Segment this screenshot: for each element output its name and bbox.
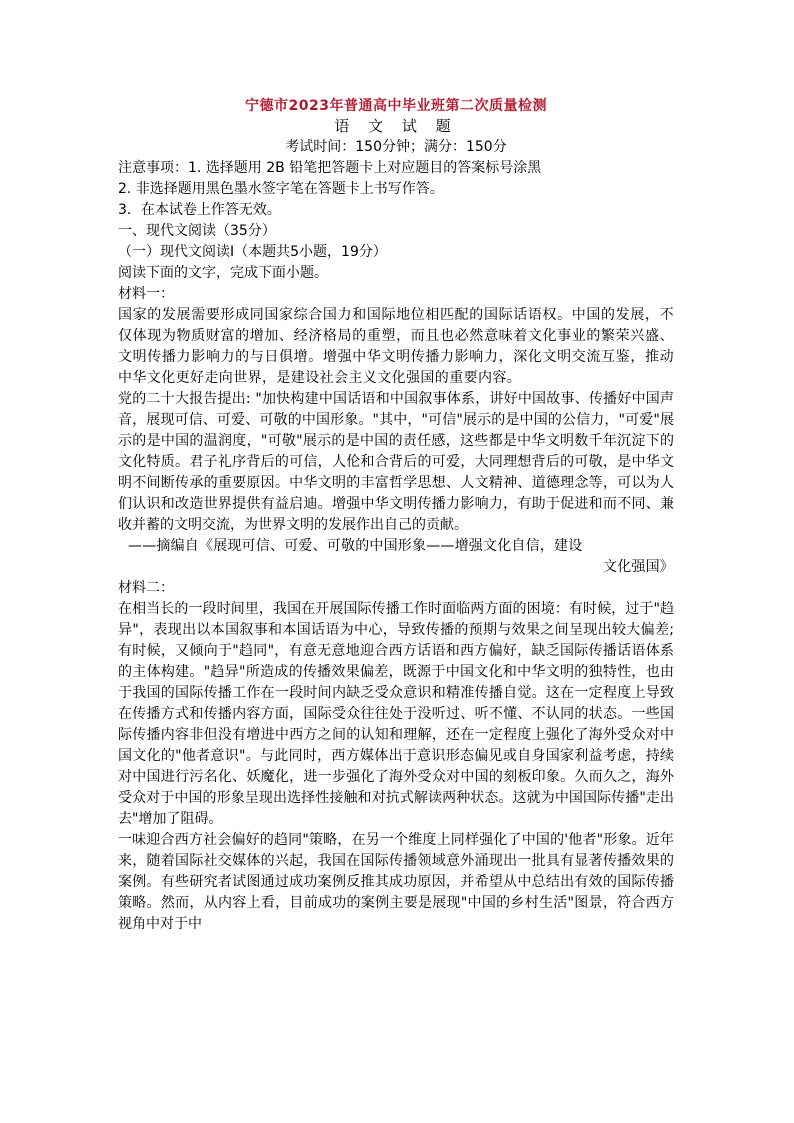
material-two-paragraph-1: 在相当长的一段时间里，我国在开展国际传播工作时面临两方面的困境：有时候，过于"趋异"，表现出以本国叙事和本国话语为中心，导致传播的预期与效果之间呈现出较大偏差;有时候，又倾向于"趋同"，有意无意地迎合西方话语和西方偏好，缺乏国际传播话语体系的主体构建。"趋异"所造成的传播效果偏差，既源于中国文化和中华文明的独特性，也由于我国的国际传播工作在一段时间内缺乏受众意识和精准传播自觉。这在一定程度上导致在传播方式和传播内容方面，国际受众往往处于没听过、听不懂、不认同的状态。一些国际传播内容非但没有增进中西方之间的认知和理解，还在一定程度上强化了海外受众对中国文化的"他者意识"。与此同时，西方媒体出于意识形态偏见或自身国家利益考虑，持续对中国进行污名化、妖魔化，进一步强化了海外受众对中国的刻板印象。久而久之，海外受众对于中国的形象呈现出选择性接触和对抗式解读两种状态。这就为中国国际传播"走出去"增加了阻碍。: [118, 601, 674, 827]
section-heading: 一、现代文阅读（35分）: [118, 223, 276, 239]
source-line-1: ——摘编自《展现可信、可爱、可敬的中国形象——增强文化自信，建设: [128, 538, 583, 554]
material-one-label: 材料一：: [118, 286, 174, 302]
material-two-label: 材料二：: [118, 580, 174, 596]
notice-item-2: 2. 非选择题用黑色墨水签字笔在答题卡上书写作答。: [118, 181, 444, 197]
notice-item-1: 注意事项：1. 选择题用 2B 铅笔把答题卡上对应题目的答案标号涂黑: [118, 160, 542, 176]
material-two-paragraph-2: 一味迎合西方社会偏好的趋同"策略，在另一个维度上同样强化了中国的'他者"形象。近年来，随着国际社交媒体的兴起，我国在国际传播领域意外涌现出一批具有显著传播效果的案例。有些研究者试图通过成功案例反推其成功原因，并希望从中总结出有效的国际传播策略。然而，从内容上看，目前成功的案例主要是展现"中国的乡村生活"图景，符合西方视角中对于中: [118, 832, 674, 932]
exam-page: [118, 96, 674, 935]
section-subheading: （一）现代文阅读Ⅰ（本题共5小题，19分）: [118, 244, 387, 260]
material-one-source: [118, 536, 674, 578]
material-one-paragraph-1: 国家的发展需要形成同国家综合国力和国际地位相匹配的国际话语权。中国的发展，不仅体现为物质财富的增加、经济格局的重塑，而且也必然意味着文化事业的繁荣兴盛、文明传播力影响力的与日俱增。增强中华文明传播力影响力，深化文明交流互鉴，推动中华文化更好走向世界，是建设社会主义文化强国的重要内容。: [118, 307, 674, 386]
source-line-2: 文化强国》: [603, 559, 674, 575]
notice-item-3: 3．在本试卷上作答无效。: [118, 202, 281, 218]
reading-instruction: 阅读下面的文字，完成下面小题。: [118, 265, 328, 281]
exam-subtitle: 语 文 试 题: [334, 117, 458, 135]
exam-title: 宁德市2023年普通高中毕业班第二次质量检测: [245, 98, 547, 114]
exam-info: 考试时间：150分钟；满分：150分: [285, 139, 507, 155]
material-one-paragraph-2: 党的二十大报告提出: "加快构建中国话语和中国叙事体系，讲好中国故事、传播好中国声音，展现可信、可爱、可敬的中国形象。"其中，"可信"展示的是中国的公信力，"可爱"展示的是中国的温润度，"可敬"展示的是中国的责任感，这些都是中华文明数千年沉淀下的文化特质。君子礼序背后的可信，人伦和合背后的可爱，大同理想背后的可敬，是中华文明不间断传承的重要原因。中华文明的丰富哲学思想、人文精神、道德理念等，可以为人们认识和改造世界提供有益启迪。增强中华文明传播力影响力，有助于促进和而不同、兼收并蓄的文明交流，为世界文明的发展作出自己的贡献。: [118, 391, 674, 533]
